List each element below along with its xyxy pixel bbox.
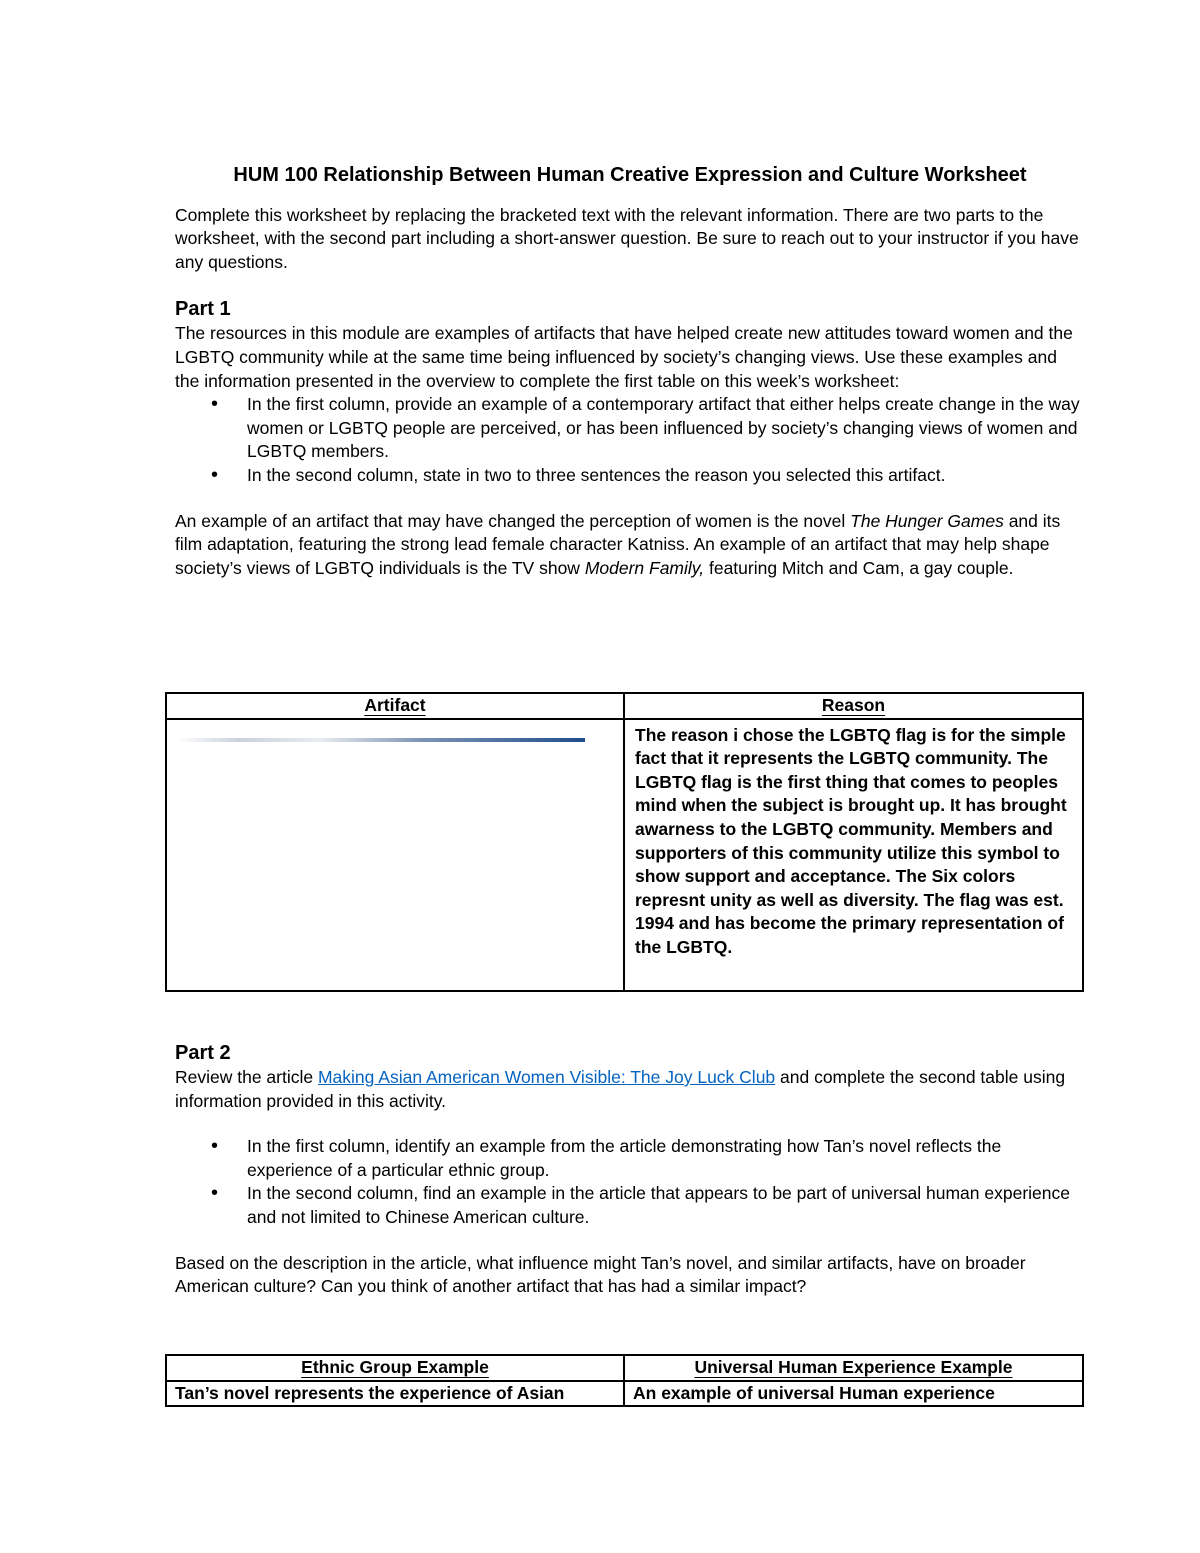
part1-example-paragraph: [175, 510, 1085, 581]
part1-bullet-2: • In the second column, state in two to three sentences the reason you selected this artifact.: [175, 464, 1085, 488]
artifact-table-row: [166, 719, 1083, 991]
page-title: HUM 100 Relationship Between Human Creative Expression and Culture Worksheet: [233, 164, 1027, 186]
part2-body-pre: Review the article: [175, 1067, 318, 1087]
ethnic-group-table: [165, 1354, 1084, 1407]
reason-cell[interactable]: The reason i chose the LGBTQ flag is for the simple fact that it represents the LGBTQ community. The LGBTQ flag is the first thing that comes to peoples mind when the subject is brought up. It has brought awarness to the LGBTQ community. Members and supporters of this community utilize this symbol to show support and acceptance. The Six colors represnt unity as well as diversity. The flag was est. 1994 and has become the primary representation of the LGBTQ.: [624, 719, 1083, 991]
artifact-column-header: Artifact: [166, 693, 624, 719]
part1-heading: Part 1: [175, 298, 231, 321]
example-text-c: and its film adaptation, featuring the strong lead female character Katniss. An example of an artifact that may help shape society’s views of LGBTQ individuals is the TV show: [175, 510, 1061, 578]
part1-bullet-list: [175, 393, 1085, 487]
reason-column-header: Reason: [624, 693, 1083, 719]
artifact-cell[interactable]: [166, 719, 624, 991]
part2-heading: Part 2: [175, 1042, 231, 1064]
document-body: [175, 164, 1085, 580]
ethnic-table-header-row: [166, 1355, 1083, 1381]
part2-section: [175, 1040, 1085, 1299]
artifact-table: [165, 692, 1084, 992]
universal-experience-column-header: Universal Human Experience Example: [624, 1355, 1083, 1381]
intro-paragraph: Complete this worksheet by replacing the bracketed text with the relevant information. There are two parts to the worksheet, with the second part including a short-answer question. Be sure to reach out to your instructor if you have any questions.: [175, 204, 1079, 272]
part1-bullet-1: • In the first column, provide an example of a contemporary artifact that either helps create change in the way women or LGBTQ people are perceived, or has been influenced by society’s changing views of women and LGBTQ members.: [175, 393, 1085, 464]
part1-body: The resources in this module are examples of artifacts that have helped create new attitudes toward women and the LGBTQ community while at the same time being influenced by society’s changing views. Use these examples and the information presented in the overview to complete the first table on this week’s worksheet:: [175, 323, 1073, 391]
part2-body: [175, 1066, 1085, 1113]
part2-bullet-1: • In the first column, identify an example from the article demonstrating how Tan’s novel reflects the experience of a particular ethnic group.: [175, 1135, 1085, 1182]
part2-body-post: and complete the second table using information provided in this activity.: [175, 1067, 1066, 1111]
artifact-table-header-row: [166, 693, 1083, 719]
ethnic-group-cell[interactable]: Tan’s novel represents the experience of Asian: [166, 1381, 624, 1407]
part2-question: Based on the description in the article, what influence might Tan’s novel, and similar artifacts, have on broader American culture? Can you think of another artifact that has had a similar impact?: [175, 1252, 1026, 1297]
artifact-image-placeholder: [177, 738, 585, 742]
part2-bullet-list: [175, 1135, 1085, 1229]
ethnic-group-column-header: Ethnic Group Example: [166, 1355, 624, 1381]
ethnic-table-row: [166, 1381, 1083, 1407]
example-text-a: An example of an artifact that may have changed the perception of women is the novel: [175, 510, 851, 531]
universal-experience-cell[interactable]: An example of universal Human experience: [624, 1381, 1083, 1407]
article-link[interactable]: Making Asian American Women Visible: The Joy Luck Club: [317, 1067, 776, 1087]
example-title-hunger-games: The Hunger Games: [850, 510, 1004, 531]
example-title-modern-family: Modern Family,: [584, 557, 705, 578]
part2-bullet-2: • In the second column, find an example in the article that appears to be part of universal human experience and not limited to Chinese American culture.: [175, 1182, 1085, 1229]
example-text-e: featuring Mitch and Cam, a gay couple.: [704, 557, 1014, 578]
